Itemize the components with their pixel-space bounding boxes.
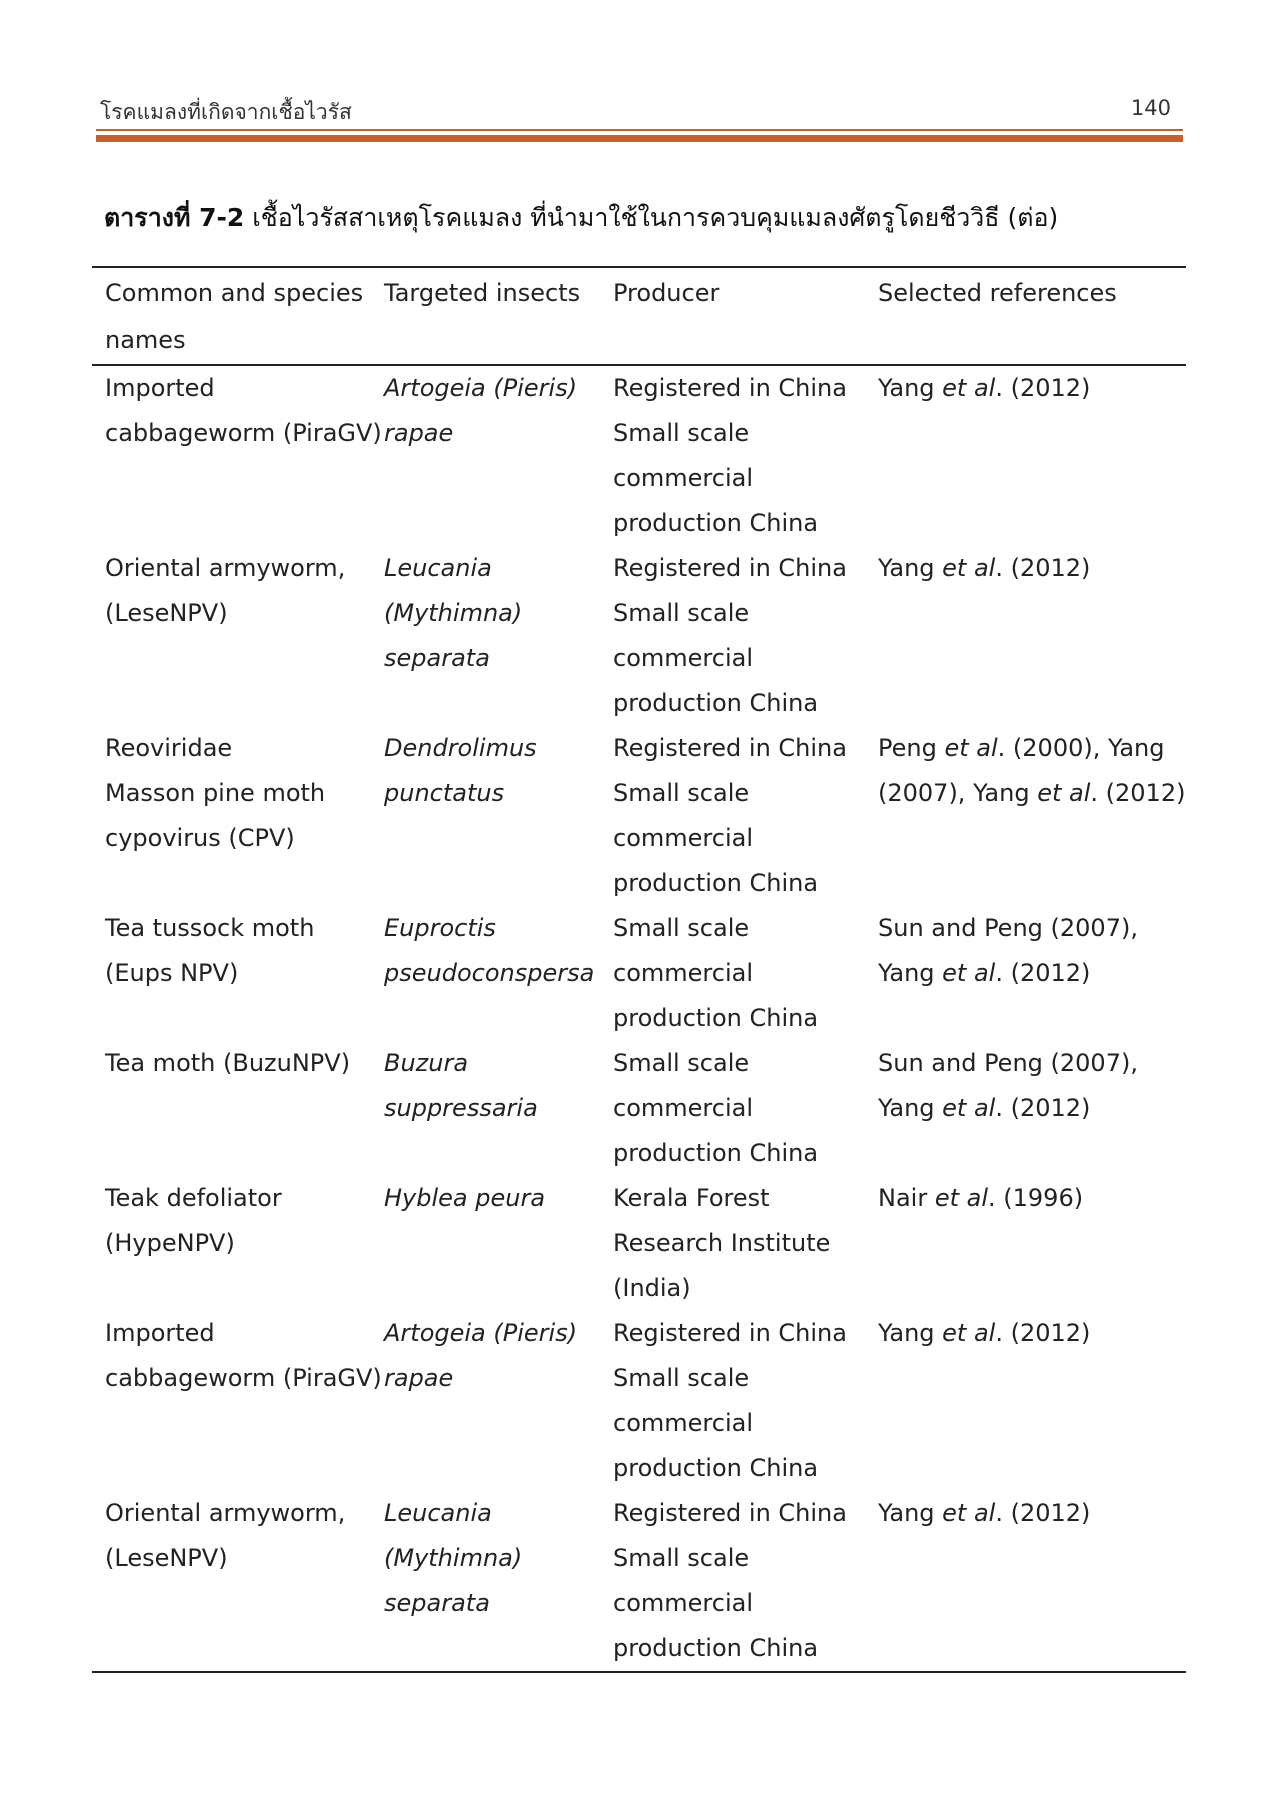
common-name-line: (Eups NPV) <box>105 959 239 987</box>
producer-line: Registered in China <box>613 554 847 582</box>
reference-cell <box>865 906 1186 1041</box>
table-row <box>92 366 1186 546</box>
table-row <box>92 726 1186 906</box>
reference-cell <box>865 1041 1186 1176</box>
header-references <box>865 268 1186 364</box>
producer-line: production China <box>613 1634 819 1662</box>
common-name-line: (LeseNPV) <box>105 1544 228 1572</box>
targeted-insect-line: suppressaria <box>384 1094 538 1122</box>
reference-line <box>878 1491 1186 1536</box>
common-name-line: Teak defoliator <box>105 1184 282 1212</box>
table-caption-label: ตารางที่ 7-2 <box>104 203 245 232</box>
reference-text: Peng <box>878 734 945 762</box>
running-head-title: โรคแมลงที่เกิดจากเชื้อไวรัส <box>100 100 352 124</box>
targeted-insect-line: Buzura <box>384 1049 469 1077</box>
targeted-insect-cell <box>371 906 600 1041</box>
common-name-line: (LeseNPV) <box>105 599 228 627</box>
producer-line: production China <box>613 1004 819 1032</box>
table-row <box>92 1176 1186 1311</box>
common-name-cell <box>92 1176 371 1311</box>
producer-line: production China <box>613 1454 819 1482</box>
reference-text: . (1996) <box>988 1184 1084 1212</box>
producer-cell <box>600 1176 865 1311</box>
reference-et-al: et al <box>942 1319 996 1347</box>
reference-text: Yang <box>878 1499 943 1527</box>
producer-line: Research Institute <box>613 1229 831 1257</box>
common-name-line: Masson pine moth <box>105 779 326 807</box>
reference-text: Sun and Peng (2007), <box>878 1049 1138 1077</box>
table-bottom-rule <box>92 1671 1186 1673</box>
common-name-line: Tea tussock moth <box>105 914 315 942</box>
producer-line: Small scale <box>613 599 750 627</box>
producer-line: production China <box>613 689 819 717</box>
targeted-insect-line: separata <box>384 644 490 672</box>
header-common-names-line: names <box>105 326 186 354</box>
producer-line: Small scale <box>613 1049 750 1077</box>
producer-line: Small scale <box>613 419 750 447</box>
reference-et-al: et al <box>942 374 996 402</box>
common-name-cell <box>92 1041 371 1176</box>
producer-cell <box>600 366 865 546</box>
producer-line: production China <box>613 869 819 897</box>
header-producer-label: Producer <box>613 279 720 307</box>
targeted-insect-cell <box>371 1041 600 1176</box>
reference-et-al: et al <box>942 1499 996 1527</box>
table-body <box>92 366 1186 1671</box>
reference-text: Yang <box>878 374 943 402</box>
reference-line <box>878 726 1186 771</box>
table-row <box>92 1491 1186 1671</box>
reference-et-al: et al <box>944 734 998 762</box>
targeted-insect-line: Artogeia (Pieris) <box>384 1319 578 1347</box>
reference-text: . (2012) <box>995 1094 1091 1122</box>
common-name-cell <box>92 726 371 906</box>
producer-line: Small scale <box>613 779 750 807</box>
targeted-insect-cell <box>371 1311 600 1491</box>
running-head <box>96 96 1179 126</box>
reference-cell <box>865 1176 1186 1311</box>
producer-line: commercial <box>613 644 753 672</box>
reference-cell <box>865 726 1186 906</box>
targeted-insect-line: pseudoconspersa <box>384 959 595 987</box>
header-targeted-insects-label: Targeted insects <box>384 279 581 307</box>
targeted-insect-cell <box>371 1491 600 1671</box>
targeted-insect-line: (Mythimna) <box>384 599 523 627</box>
common-name-line: Reoviridae <box>105 734 233 762</box>
header-rule-thin <box>96 129 1183 131</box>
reference-text: Yang <box>878 554 943 582</box>
reference-text: (2007), Yang <box>878 779 1038 807</box>
producer-line: (India) <box>613 1274 691 1302</box>
table-caption <box>104 198 1058 238</box>
reference-line <box>878 1041 1186 1086</box>
reference-line <box>878 546 1186 591</box>
reference-cell <box>865 366 1186 546</box>
reference-text: . (2012) <box>995 1499 1091 1527</box>
targeted-insect-cell <box>371 1176 600 1311</box>
targeted-insect-line: (Mythimna) <box>384 1544 523 1572</box>
producer-line: Small scale <box>613 1544 750 1572</box>
header-targeted-insects <box>371 268 600 364</box>
header-references-label: Selected references <box>878 279 1117 307</box>
targeted-insect-cell <box>371 546 600 726</box>
header-common-names <box>92 268 371 364</box>
producer-cell <box>600 1041 865 1176</box>
targeted-insect-line: Artogeia (Pieris) <box>384 374 578 402</box>
producer-cell <box>600 726 865 906</box>
reference-cell <box>865 1311 1186 1491</box>
common-name-cell <box>92 1491 371 1671</box>
reference-text: . (2012) <box>995 374 1091 402</box>
reference-line <box>878 1086 1186 1131</box>
reference-text: . (2012) <box>995 554 1091 582</box>
producer-line: Registered in China <box>613 1319 847 1347</box>
targeted-insect-line: rapae <box>384 419 454 447</box>
reference-line <box>878 906 1186 951</box>
reference-text: . (2012) <box>995 959 1091 987</box>
producer-line: commercial <box>613 464 753 492</box>
producer-line: commercial <box>613 1094 753 1122</box>
common-name-line: Oriental armyworm, <box>105 554 346 582</box>
reference-line <box>878 366 1186 411</box>
producer-line: commercial <box>613 1589 753 1617</box>
producer-line: Registered in China <box>613 374 847 402</box>
targeted-insect-line: Hyblea peura <box>384 1184 546 1212</box>
targeted-insect-line: punctatus <box>384 779 505 807</box>
producer-line: Registered in China <box>613 1499 847 1527</box>
table-row <box>92 546 1186 726</box>
common-name-cell <box>92 366 382 546</box>
producer-line: commercial <box>613 1409 753 1437</box>
reference-line <box>878 1176 1186 1221</box>
reference-text: Sun and Peng (2007), <box>878 914 1138 942</box>
reference-text: Yang <box>878 1094 943 1122</box>
reference-line <box>878 951 1186 996</box>
targeted-insect-cell <box>371 726 600 906</box>
table-row <box>92 906 1186 1041</box>
producer-line: Kerala Forest <box>613 1184 770 1212</box>
common-name-line: cabbageworm (PiraGV) <box>105 419 382 447</box>
reference-text: . (2012) <box>995 1319 1091 1347</box>
reference-cell <box>865 546 1186 726</box>
common-name-line: Imported <box>105 374 215 402</box>
common-name-line: cypovirus (CPV) <box>105 824 295 852</box>
reference-et-al: et al <box>1037 779 1091 807</box>
page-number: 140 <box>1130 96 1171 120</box>
reference-et-al: et al <box>934 1184 989 1212</box>
common-name-line: Imported <box>105 1319 215 1347</box>
common-name-cell <box>92 1311 382 1491</box>
reference-text: Nair <box>878 1184 935 1212</box>
virus-table <box>92 266 1186 1673</box>
common-name-cell <box>92 906 371 1041</box>
producer-line: commercial <box>613 959 753 987</box>
table-row <box>92 1311 1186 1491</box>
reference-et-al: et al <box>942 1094 996 1122</box>
common-name-cell <box>92 546 371 726</box>
producer-cell <box>600 1311 865 1491</box>
targeted-insect-line: Leucania <box>384 1499 492 1527</box>
producer-cell <box>600 906 865 1041</box>
reference-text: Yang <box>878 959 943 987</box>
header-producer <box>600 268 865 364</box>
reference-line <box>878 771 1186 816</box>
targeted-insect-line: Leucania <box>384 554 492 582</box>
reference-line <box>878 1311 1186 1356</box>
targeted-insect-cell <box>371 366 600 546</box>
table-caption-text: เชื้อไวรัสสาเหตุโรคแมลง ที่นำมาใช้ในการควบคุมแมลงศัตรูโดยชีววิธี (ต่อ) <box>244 203 1059 232</box>
producer-cell <box>600 1491 865 1671</box>
reference-text: . (2000), Yang <box>997 734 1165 762</box>
reference-text: . (2012) <box>1090 779 1186 807</box>
producer-line: Small scale <box>613 1364 750 1392</box>
producer-line: production China <box>613 509 819 537</box>
producer-line: production China <box>613 1139 819 1167</box>
reference-text: Yang <box>878 1319 943 1347</box>
common-name-line: (HypeNPV) <box>105 1229 235 1257</box>
reference-cell <box>865 1491 1186 1671</box>
header-rule-thick <box>96 135 1183 142</box>
targeted-insect-line: Euproctis <box>384 914 496 942</box>
producer-cell <box>600 546 865 726</box>
common-name-line: Oriental armyworm, <box>105 1499 346 1527</box>
common-name-line: Tea moth (BuzuNPV) <box>105 1049 351 1077</box>
targeted-insect-line: rapae <box>384 1364 454 1392</box>
table-header-row <box>92 268 1186 366</box>
reference-et-al: et al <box>942 554 996 582</box>
producer-line: Registered in China <box>613 734 847 762</box>
header-common-names-line: Common and species <box>105 279 364 307</box>
producer-line: commercial <box>613 824 753 852</box>
targeted-insect-line: Dendrolimus <box>384 734 537 762</box>
common-name-line: cabbageworm (PiraGV) <box>105 1364 382 1392</box>
targeted-insect-line: separata <box>384 1589 490 1617</box>
producer-line: Small scale <box>613 914 750 942</box>
reference-et-al: et al <box>942 959 996 987</box>
table-row <box>92 1041 1186 1176</box>
